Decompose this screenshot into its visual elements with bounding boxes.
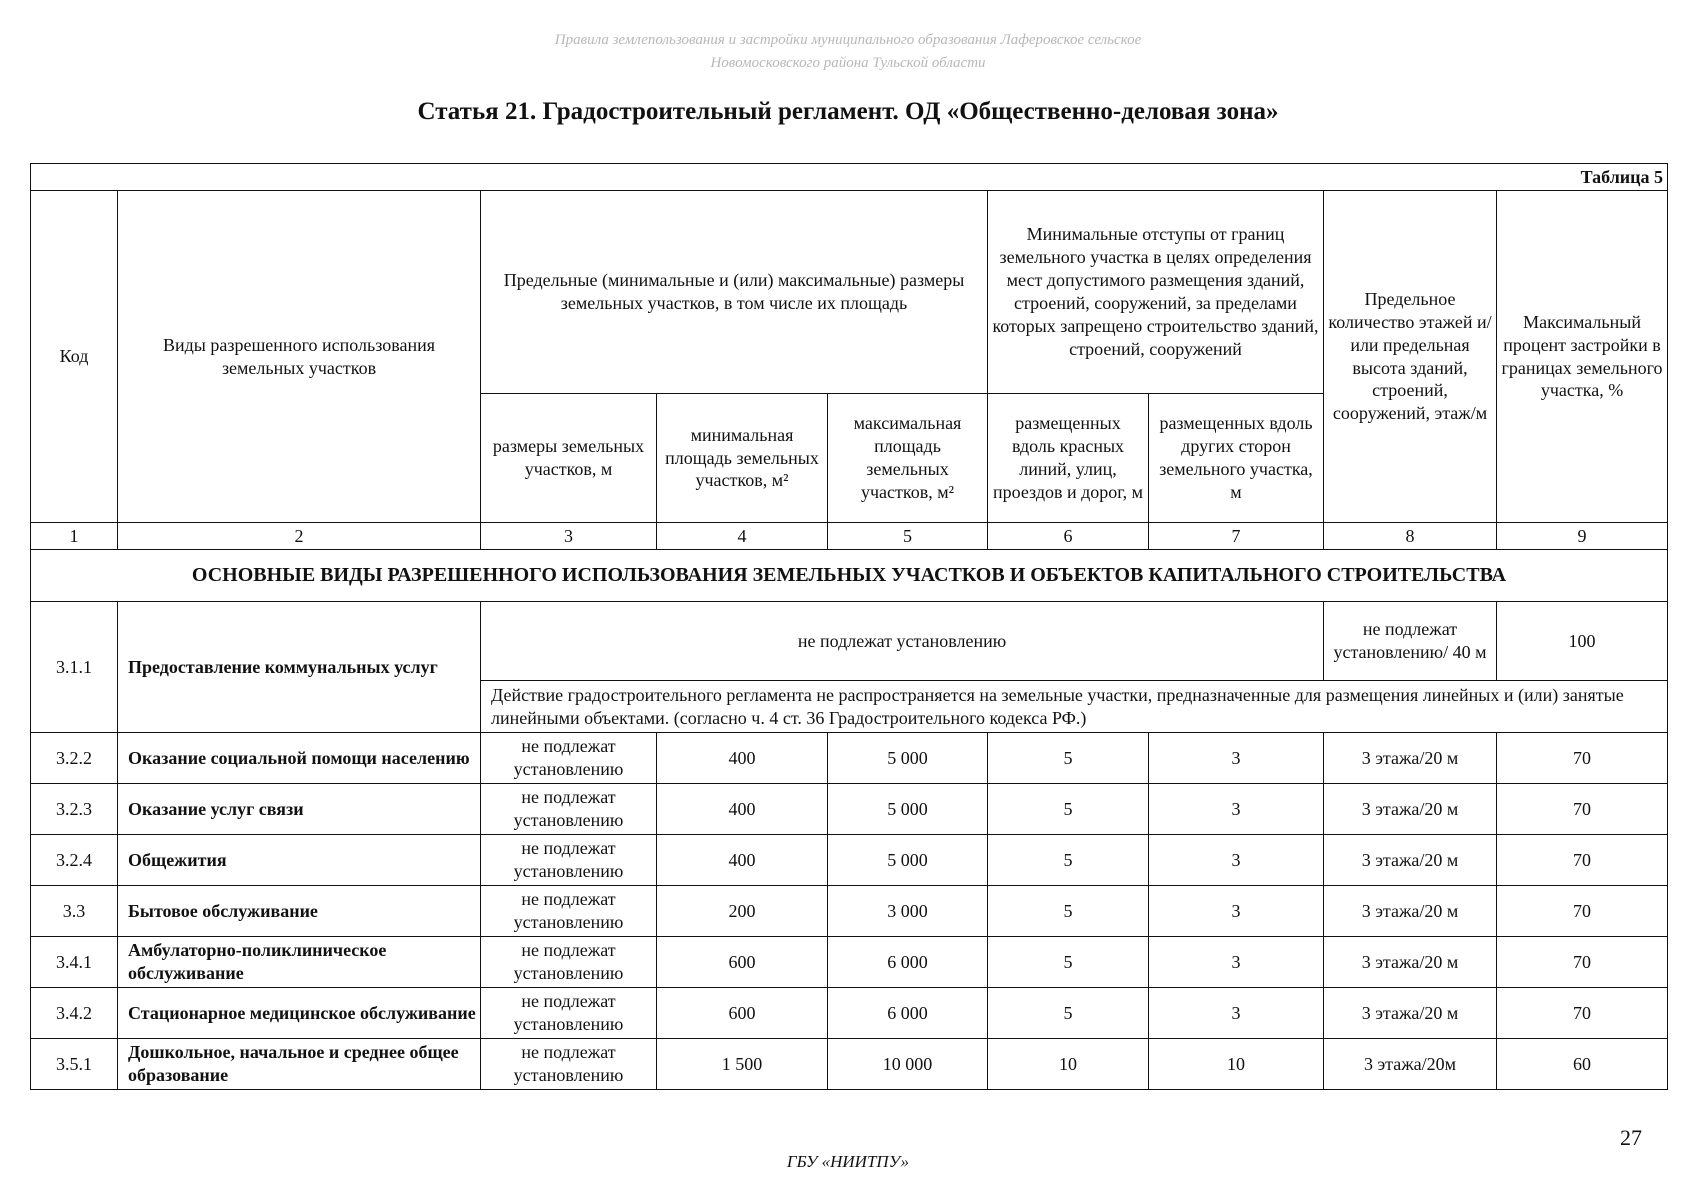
row-setback-other: 3 xyxy=(1149,784,1324,835)
column-number: 2 xyxy=(118,523,481,550)
row-floors: 3 этажа/20 м xyxy=(1324,988,1497,1039)
header-setback-other: размещенных вдоль других сторон земельного участка, м xyxy=(1149,394,1324,523)
row-coverage: 70 xyxy=(1497,886,1668,937)
row-floors: 3 этажа/20 м xyxy=(1324,733,1497,784)
column-number: 9 xyxy=(1497,523,1668,550)
table-row xyxy=(31,937,1668,988)
row-setback-other: 3 xyxy=(1149,835,1324,886)
row-max-area: 5 000 xyxy=(828,784,988,835)
row-floors: не подлежат установлению/ 40 м xyxy=(1324,602,1497,681)
row-note: Действие градостроительного регламента не распространяется на земельные участки, предназначенные для размещения линейных и (или) занятые линейными объектами. (согласно ч. 4 ст. 36 Градостроительного кодекса РФ.) xyxy=(481,681,1668,733)
row-coverage: 70 xyxy=(1497,733,1668,784)
regulation-table xyxy=(30,163,1668,1090)
header-limits: Предельные (минимальные и (или) максимальные) размеры земельных участков, в том числе их площадь xyxy=(481,191,988,394)
row-min-area: 600 xyxy=(657,937,828,988)
row-size: не подлежат установлению xyxy=(481,937,657,988)
page-number: 27 xyxy=(1620,1125,1642,1150)
row-size: не подлежат установлению xyxy=(481,835,657,886)
page-header-line1: Правила землепользования и застройки муниципального образования Лаферовское сельское xyxy=(554,32,1142,48)
row-max-area: 3 000 xyxy=(828,886,988,937)
row-setback-other: 10 xyxy=(1149,1039,1324,1090)
row-setback-red: 5 xyxy=(988,988,1149,1039)
column-number: 5 xyxy=(828,523,988,550)
row-setback-red: 5 xyxy=(988,886,1149,937)
row-floors: 3 этажа/20 м xyxy=(1324,784,1497,835)
row-setback-other: 3 xyxy=(1149,733,1324,784)
row-name: Стационарное медицинское обслуживание xyxy=(118,988,481,1039)
table-row xyxy=(31,886,1668,937)
header-code: Код xyxy=(31,191,118,523)
row-name: Дошкольное, начальное и среднее общее образование xyxy=(118,1039,481,1090)
row-min-area: 1 500 xyxy=(657,1039,828,1090)
row-coverage: 70 xyxy=(1497,988,1668,1039)
row-min-area: 400 xyxy=(657,784,828,835)
header-floors: Предельное количество этажей и/или предельная высота зданий, строений, сооружений, этаж/м xyxy=(1324,191,1497,523)
row-floors: 3 этажа/20м xyxy=(1324,1039,1497,1090)
row-coverage: 100 xyxy=(1497,602,1668,681)
header-min-area: минимальная площадь земельных участков, м² xyxy=(657,394,828,523)
row-size: не подлежат установлению xyxy=(481,886,657,937)
row-code: 3.2.2 xyxy=(31,733,118,784)
row-merged-value: не подлежат установлению xyxy=(481,602,1324,681)
row-code: 3.1.1 xyxy=(31,602,118,733)
row-floors: 3 этажа/20 м xyxy=(1324,835,1497,886)
row-code: 3.4.1 xyxy=(31,937,118,988)
row-code: 3.3 xyxy=(31,886,118,937)
row-size: не подлежат установлению xyxy=(481,1039,657,1090)
row-setback-red: 5 xyxy=(988,835,1149,886)
row-min-area: 600 xyxy=(657,988,828,1039)
column-number: 6 xyxy=(988,523,1149,550)
row-coverage: 70 xyxy=(1497,835,1668,886)
row-name: Общежития xyxy=(118,835,481,886)
table-caption: Таблица 5 xyxy=(31,164,1668,191)
row-floors: 3 этажа/20 м xyxy=(1324,937,1497,988)
column-number: 4 xyxy=(657,523,828,550)
row-setback-other: 3 xyxy=(1149,886,1324,937)
row-max-area: 6 000 xyxy=(828,937,988,988)
section-title: ОСНОВНЫЕ ВИДЫ РАЗРЕШЕННОГО ИСПОЛЬЗОВАНИЯ ЗЕМЕЛЬНЫХ УЧАСТКОВ И ОБЪЕКТОВ КАПИТАЛЬНОГО СТРОИТЕЛЬСТВА xyxy=(31,550,1668,602)
table-row xyxy=(31,1039,1668,1090)
page-title: Статья 21. Градостроительный регламент. ОД «Общественно-деловая зона» xyxy=(417,98,1279,125)
column-number: 1 xyxy=(31,523,118,550)
row-max-area: 5 000 xyxy=(828,835,988,886)
row-size: не подлежат установлению xyxy=(481,784,657,835)
column-number: 8 xyxy=(1324,523,1497,550)
row-code: 3.5.1 xyxy=(31,1039,118,1090)
row-coverage: 60 xyxy=(1497,1039,1668,1090)
row-max-area: 5 000 xyxy=(828,733,988,784)
row-coverage: 70 xyxy=(1497,784,1668,835)
header-setback-red: размещенных вдоль красных линий, улиц, проездов и дорог, м xyxy=(988,394,1149,523)
header-use: Виды разрешенного использования земельных участков xyxy=(118,191,481,523)
header-coverage: Максимальный процент застройки в границах земельного участка, % xyxy=(1497,191,1668,523)
row-name: Бытовое обслуживание xyxy=(118,886,481,937)
row-coverage: 70 xyxy=(1497,937,1668,988)
header-setbacks: Минимальные отступы от границ земельного участка в целях определения мест допустимого размещения зданий, строений, сооружений, за пределами которых запрещено строительство зданий, строений, сооружений xyxy=(988,191,1324,394)
row-name: Предоставление коммунальных услуг xyxy=(118,602,481,733)
column-number: 3 xyxy=(481,523,657,550)
table-row xyxy=(31,784,1668,835)
row-setback-red: 5 xyxy=(988,733,1149,784)
row-code: 3.4.2 xyxy=(31,988,118,1039)
row-code: 3.2.4 xyxy=(31,835,118,886)
row-setback-red: 5 xyxy=(988,937,1149,988)
row-name: Оказание социальной помощи населению xyxy=(118,733,481,784)
row-max-area: 10 000 xyxy=(828,1039,988,1090)
row-floors: 3 этажа/20 м xyxy=(1324,886,1497,937)
data-rows xyxy=(31,733,1668,1090)
row-size: не подлежат установлению xyxy=(481,988,657,1039)
row-min-area: 400 xyxy=(657,733,828,784)
header-max-area: максимальная площадь земельных участков, м² xyxy=(828,394,988,523)
header-sizes: размеры земельных участков, м xyxy=(481,394,657,523)
row-max-area: 6 000 xyxy=(828,988,988,1039)
row-code: 3.2.3 xyxy=(31,784,118,835)
table-row xyxy=(31,733,1668,784)
row-name: Амбулаторно-поликлиническое обслуживание xyxy=(118,937,481,988)
page-header-line2: Новомосковского района Тульской области xyxy=(710,55,986,71)
page-footer: ГБУ «НИИТПУ» xyxy=(786,1152,910,1171)
row-setback-other: 3 xyxy=(1149,988,1324,1039)
row-setback-red: 5 xyxy=(988,784,1149,835)
row-setback-other: 3 xyxy=(1149,937,1324,988)
row-min-area: 200 xyxy=(657,886,828,937)
table-row xyxy=(31,988,1668,1039)
row-name: Оказание услуг связи xyxy=(118,784,481,835)
table-row xyxy=(31,835,1668,886)
row-min-area: 400 xyxy=(657,835,828,886)
row-setback-red: 10 xyxy=(988,1039,1149,1090)
row-size: не подлежат установлению xyxy=(481,733,657,784)
column-number: 7 xyxy=(1149,523,1324,550)
